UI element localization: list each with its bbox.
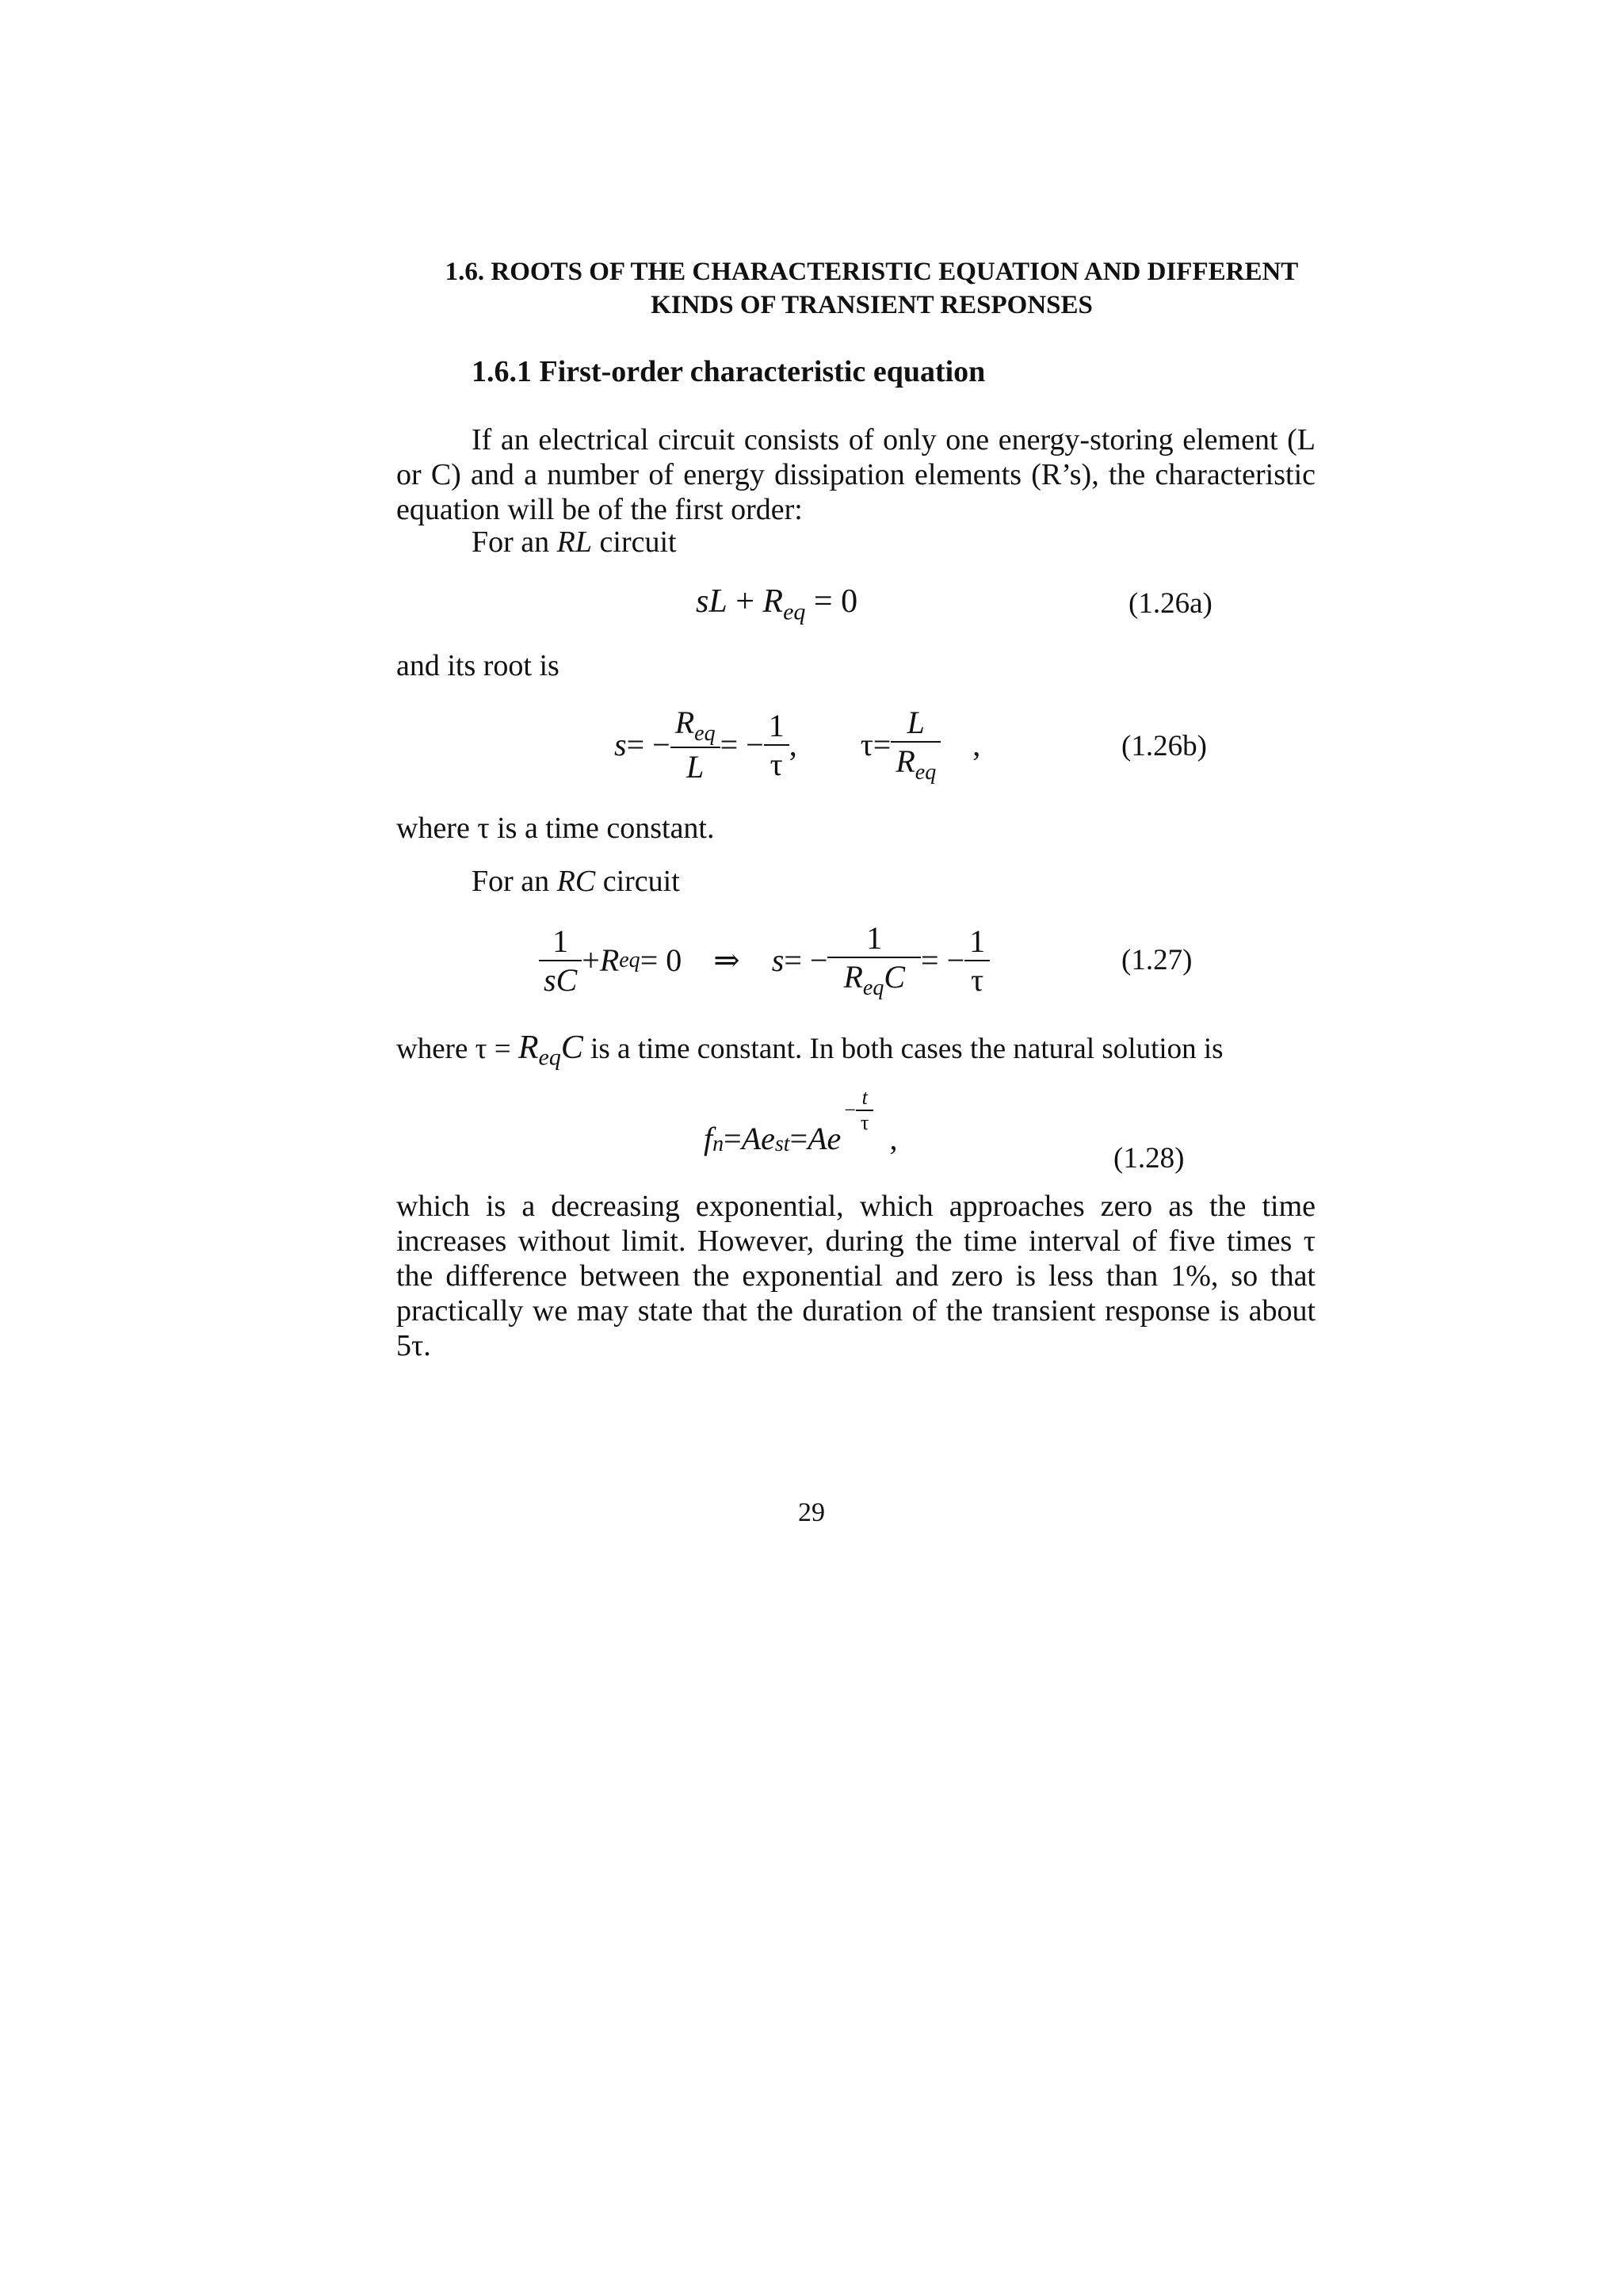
eq126b-den-L: L <box>670 747 720 785</box>
eq128-exp-frac <box>856 1086 873 1135</box>
subsection-title: 1.6.1 First-order characteristic equation <box>472 355 986 388</box>
eq126a-plus: + <box>727 583 763 620</box>
eq127-den2-R: R <box>843 959 863 995</box>
eq127-R: R <box>599 942 620 978</box>
eq128-f: f <box>704 1121 713 1156</box>
equation-1-26b <box>614 704 980 785</box>
eq127-sub: eq <box>619 947 640 972</box>
equation-number-1-26a: (1.26a) <box>1128 587 1212 620</box>
eq126b-num-1: 1 <box>768 707 785 743</box>
where-rc-sub: eq <box>538 1044 561 1071</box>
where-rc-prefix: where τ = <box>396 1033 518 1065</box>
rl-line-suffix: circuit <box>592 525 677 559</box>
equation-number-1-28: (1.28) <box>1113 1142 1185 1175</box>
rl-circuit-line <box>472 525 677 560</box>
eq126a-R: R <box>762 583 784 620</box>
eq127-den3: τ <box>964 960 990 999</box>
rc-line-suffix: circuit <box>595 865 680 898</box>
eq127-den2-sub: eq <box>862 976 884 1000</box>
where-tau-text: where τ is a time constant. <box>396 812 715 845</box>
rl-line-term: RL <box>556 525 593 559</box>
eq126a-rhs: = 0 <box>805 583 858 620</box>
eq128-Ae-2: Ae <box>808 1121 842 1156</box>
equation-number-1-27: (1.27) <box>1121 944 1193 976</box>
eq127-num3: 1 <box>969 923 986 959</box>
eq127-frac-one-over-sc <box>539 923 582 999</box>
equation-1-27 <box>539 919 990 1001</box>
eq126b-mid: = − <box>720 727 764 762</box>
eq126b-num-L: L <box>907 705 925 740</box>
eq126b-frac-l-over-r <box>891 704 941 785</box>
root-text: and its root is <box>396 649 559 682</box>
eq128-eq2: = <box>789 1121 808 1156</box>
eq128-f-sub: n <box>712 1132 724 1156</box>
eq127-den2-C: C <box>884 959 906 995</box>
where-rc-suffix: is a time constant. In both cases the natural solution is <box>582 1033 1224 1065</box>
section-title-line-2: KINDS OF TRANSIENT RESPONSES <box>651 291 1093 319</box>
eq126b-den-sub: eq <box>915 760 937 785</box>
eq126b-tau-eq: = <box>873 727 892 762</box>
eq128-Ae-1: Ae <box>741 1121 775 1156</box>
where-rc-R: R <box>517 1030 539 1066</box>
section-title <box>317 255 1426 322</box>
eq126b-comma: , <box>789 727 797 762</box>
eq127-num2: 1 <box>866 920 883 956</box>
eq127-frac-one-over-rc <box>827 919 921 1001</box>
intro-text: If an electrical circuit consists of only one energy-storing element (L or C) and a number of energy dissipation elements (R’s), the characteristic equation will be of the first order: <box>396 423 1316 526</box>
eq128-eq1: = <box>724 1121 742 1156</box>
eq127-arrow: ⇒ <box>713 942 740 978</box>
eq126a-L: L <box>708 583 727 620</box>
rc-circuit-line <box>472 864 680 899</box>
eq127-num-1: 1 <box>552 923 569 959</box>
eq128-trail: , <box>889 1121 898 1156</box>
where-rc-C: C <box>560 1030 583 1066</box>
eq127-eq0: = 0 <box>640 942 682 978</box>
eq126b-trail: , <box>972 727 981 762</box>
eq128-exp-minus: − <box>844 1098 856 1121</box>
eq126b-s: s <box>614 727 627 762</box>
eq126b-frac-r-over-l <box>670 704 720 785</box>
eq126a-sub: eq <box>783 598 806 625</box>
equation-1-26a <box>696 583 857 625</box>
eq127-mid: = − <box>921 942 965 978</box>
rc-line-term: RC <box>556 865 596 898</box>
where-rc-text <box>396 1029 1224 1071</box>
eq127-plus: + <box>582 942 600 978</box>
eq126b-den-tau: τ <box>764 744 789 783</box>
eq128-exponent <box>844 1086 873 1135</box>
eq127-eq: = − <box>784 942 828 978</box>
eq128-sup-st: st <box>774 1132 790 1156</box>
eq128-exp-den: τ <box>856 1110 873 1135</box>
rc-line-prefix: For an <box>472 865 557 898</box>
equation-1-28 <box>704 1086 898 1157</box>
eq127-s: s <box>771 942 785 978</box>
eq127-frac-one-over-tau <box>964 923 990 999</box>
eq126b-den-R: R <box>896 743 915 779</box>
eq126b-tau: τ <box>860 727 873 762</box>
eq127-den-sC: sC <box>539 960 582 999</box>
eq126b-num-R: R <box>674 705 695 740</box>
eq126b-frac-one-over-tau <box>764 707 789 783</box>
eq126b-num-sub: eq <box>694 721 716 746</box>
closing-paragraph: which is a decreasing exponential, which approaches zero as the time increases without limit. However, during the time interval of five times τ the difference between the exponential and zero is less than 1%, so that practically we may state that the duration of the transient response is about 5τ. <box>396 1190 1316 1362</box>
section-title-line-1: 1.6. ROOTS OF THE CHARACTERISTIC EQUATION AND DIFFERENT <box>445 258 1299 286</box>
eq126b-eq: = − <box>626 727 670 762</box>
eq126a-s: s <box>696 583 709 620</box>
equation-number-1-26b: (1.26b) <box>1121 730 1207 762</box>
intro-paragraph <box>396 422 1316 527</box>
eq128-exp-num: t <box>861 1086 868 1109</box>
page-number: 29 <box>798 1498 825 1527</box>
rl-line-prefix: For an <box>472 525 557 559</box>
